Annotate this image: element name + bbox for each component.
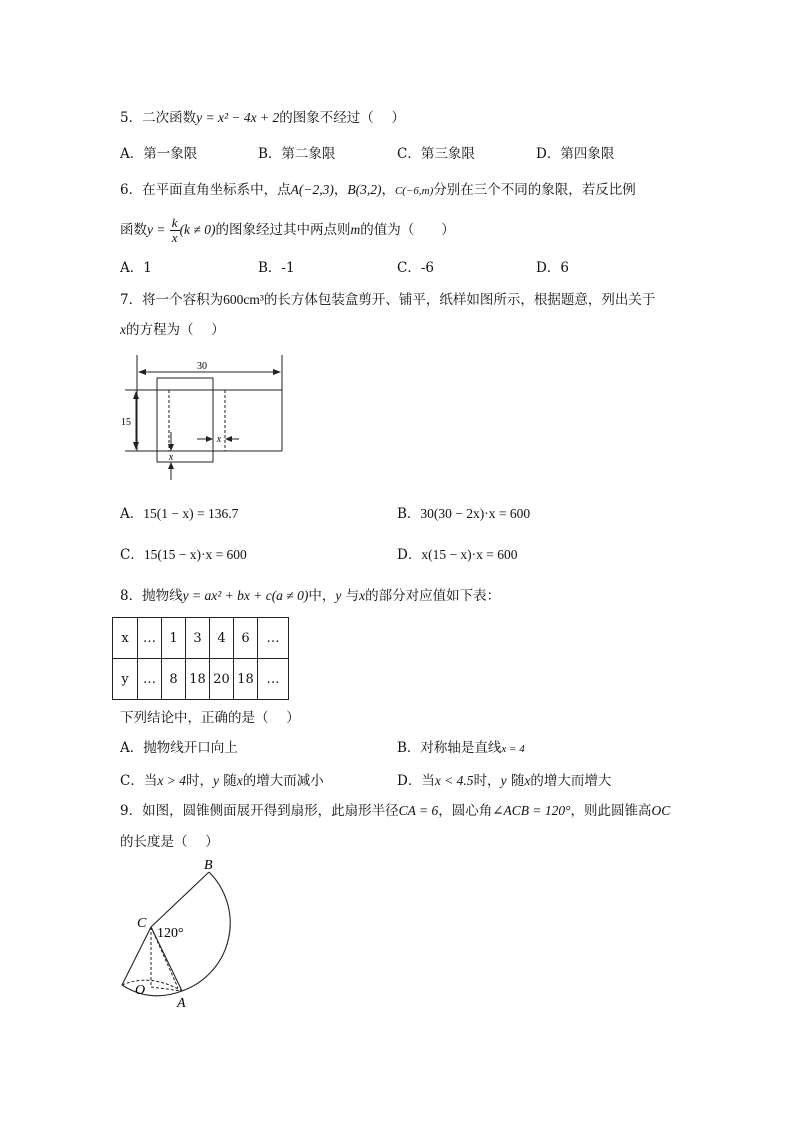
q6-point-b: B(3,2) [347,182,382,197]
table-cell: y [113,659,138,700]
q7-figure [115,350,290,480]
q7-option-d [397,545,518,565]
table-cell: 6 [234,618,258,659]
q7-option-a-label: A． [120,506,144,522]
q9-text-1: 9．如图，圆锥侧面展开得到扇形，此扇形半径 [120,803,399,819]
q6-text-2: 分别在三个不同的象限，若反比例 [433,182,636,198]
q8-c-text-3: 随 [218,773,237,789]
q8-d-text-3: 随 [506,773,525,789]
q8-d-var-y: y [500,773,507,788]
q7-label-30: 30 [197,361,207,372]
q8-text-1: 8．抛物线 [120,588,183,604]
q6-frac-den: x [171,230,178,245]
q8-c-text-1: C．当 [120,773,158,789]
table-cell: … [258,659,289,700]
table-cell: … [138,618,162,659]
table-row [113,618,289,659]
q8-option-b-text: B．对称轴是直线 [397,740,502,756]
q8-var-x: x [359,588,366,603]
q8-option-c [120,771,324,791]
q8-var-y: y [335,588,342,603]
q7-option-b-expr: 30(30 − 2x)·x = 600 [420,506,531,521]
q8-stem [120,586,500,606]
q6-option-a: A．1 [120,260,152,276]
q9-height: OC [651,803,671,818]
q8-option-b-expr: x = 4 [501,743,525,755]
q7-label-15: 15 [121,417,131,428]
q6-line2 [120,214,455,246]
table-cell: 18 [234,659,258,700]
q6-line1 [120,180,636,201]
q8-d-cond: x < 4.5 [434,773,474,788]
q7-option-a-expr: 15(1 − x) = 136.7 [143,506,239,521]
q8-d-var-x: x [524,773,531,788]
q8-option-a: A．抛物线开口向上 [120,740,238,756]
q6-var-m: m [350,222,361,237]
q6-option-d: D．6 [536,260,569,276]
q6-option-b: B．-1 [258,260,295,276]
q6-option-c: C．-6 [397,260,434,276]
q8-c-text-4: 的增大而减小 [242,773,324,789]
table-cell: … [138,659,162,700]
table-cell: 18 [186,659,210,700]
table-cell: x [113,618,138,659]
q7-text-1: 7．将一个容积为 [120,292,224,308]
q8-c-var-x: x [236,773,243,788]
q7-text-2: 的长方体包装盒剪开、铺平，纸样如图所示，根据题意，列出关于 [263,292,656,308]
q7-line1 [120,290,655,310]
q5-stem [120,108,405,128]
q6-sep-1: ， [333,182,348,198]
q5-stem-text: 5．二次函数 [120,110,197,126]
q5-option-a: A．第一象限 [120,146,198,162]
q7-option-c-expr: 15(15 − x)·x = 600 [143,547,247,562]
q8-text-2: 中， [308,588,336,604]
q9-label-a: A [177,996,186,1010]
q7-option-c-label: C． [120,547,144,563]
q7-option-b [397,504,530,524]
q7-option-a [120,504,238,524]
q8-text-4: 的部分对应值如下表： [365,588,501,604]
q6-frac-num: k [171,215,178,230]
q5-formula: y = x² − 4x + 2 [196,110,280,125]
q7-option-c [120,545,247,565]
table-cell: 4 [210,618,234,659]
table-cell: 1 [162,618,186,659]
q9-text-2: ，圆心角 [438,803,493,819]
q6-func-cond: (k ≠ 0) [179,222,216,237]
q6-func-lhs: y = [147,222,166,237]
q7-line2 [120,320,225,340]
q7-option-d-label: D． [397,547,422,563]
q8-c-text-2: 时， [185,773,213,789]
q6-fraction [170,216,180,245]
q7-volume: 600cm³ [223,292,264,307]
q7-label-x-bottom: x [168,452,174,463]
q8-option-b [397,738,525,759]
q7-var-x: x [120,322,126,337]
q5-option-d: D．第四象限 [536,146,615,162]
q9-label-angle: 120° [157,926,184,941]
q7-option-d-expr: x(15 − x)·x = 600 [421,547,518,562]
q8-question: 下列结论中，正确的是（ ） [120,710,300,726]
q8-value-table [112,617,289,700]
q8-d-text-4: 的增大而增大 [530,773,612,789]
table-cell: … [258,618,289,659]
table-row [113,659,289,700]
table-cell: 8 [162,659,186,700]
q6-point-c: C(−6,m) [394,185,434,197]
q9-text-3: ，则此圆锥高 [570,803,652,819]
q9-angle: ∠ACB = 120° [492,803,571,818]
q7-label-x-right: x [216,434,222,445]
q9-radius: CA = 6 [398,803,439,818]
table-cell: 3 [186,618,210,659]
table-cell: 20 [210,659,234,700]
q6-text-4: 的图象经过其中两点则 [215,222,351,238]
q8-c-cond: x > 4 [157,773,186,788]
q9-label-c: C [137,916,147,931]
q6-point-a: A(−2,3) [290,182,334,197]
q9-label-b: B [204,858,213,873]
q5-option-b: B．第二象限 [258,146,336,162]
q9-label-o: O [135,983,146,998]
q8-d-text-1: D．当 [397,773,435,789]
q6-sep-2: ， [381,182,395,198]
q6-text-3: 函数 [120,222,147,238]
q6-text-5: 的值为（ ） [360,222,455,238]
q6-text-1: 6．在平面直角坐标系中，点 [120,182,291,198]
q8-text-3: 与 [341,588,360,604]
q9-line2: 的长度是（ ） [120,834,219,850]
q7-text-3: 的方程为（ ） [126,322,225,338]
q9-cone-figure [110,855,260,1010]
q5-stem-end: 的图象不经过（ ） [279,110,405,126]
q9-line1 [120,801,670,821]
q7-option-b-label: B． [397,506,421,522]
q8-d-text-2: 时， [473,773,501,789]
q8-option-d [397,771,611,791]
q8-formula: y = ax² + bx + c(a ≠ 0) [182,588,309,603]
q5-option-c: C．第三象限 [397,146,475,162]
q8-c-var-y: y [212,773,219,788]
